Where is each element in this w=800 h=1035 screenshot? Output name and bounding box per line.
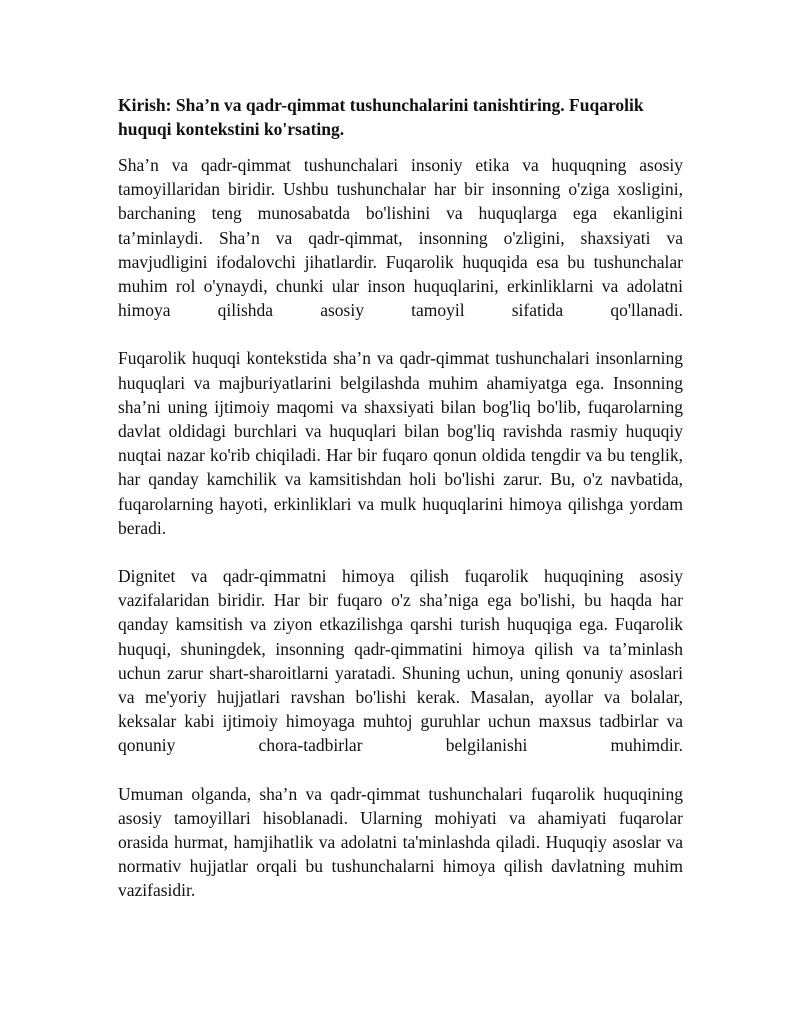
paragraph-1: Sha’n va qadr-qimmat tushunchalari insoniy etika va huquqning asosiy tamoyillaridan biridir. Ushbu tushunchalar har bir insonning o'ziga xosligini, barchaning teng munosabatda bo'lishini va huquqlarga ega ekanligini ta’minlaydi. Sha’n va qadr-qimmat, insonning o'zligini, shaxsiyati va mavjudligini ifodalovchi jihatlardir. Fuqarolik huquqida esa bu tushunchalar muhim rol o'ynaydi, chunki ular inson huquqlarini, erkinliklarni va adolatni himoya qilishda asosiy tamoyil sifatida qo'llanadi. [118,155,683,321]
document-heading: Kirish: Sha’n va qadr-qimmat tushunchalarini tanishtiring. Fuqarolik huquqi kontekstini ko'rsating. [118,95,644,139]
paragraph-3: Dignitet va qadr-qimmatni himoya qilish fuqarolik huquqining asosiy vazifalaridan biridir. Har bir fuqaro o'z sha’niga ega bo'lishi, bu haqda har qanday kamsitish va ziyon etkazilishga qarshi turish huquqiga ega. Fuqarolik huquqi, shuningdek, insonning qadr-qimmatini himoya qilish va ta’minlash uchun zarur shart-sharoitlarni yaratadi. Shuning uchun, uning qonuniy asoslari va me'yoriy hujjatlari ravshan bo'lishi kerak. Masalan, ayollar va bolalar, keksalar kabi ijtimoiy himoyaga muhtoj guruhlar uchun maxsus tadbirlar va qonuniy chora-tadbirlar belgilanishi muhimdir. [118,566,683,756]
paragraph-2: Fuqarolik huquqi kontekstida sha’n va qadr-qimmat tushunchalari insonlarning huquqlari va majburiyatlarini belgilashda muhim ahamiyatga ega. Insonning sha’ni uning ijtimoiy maqomi va shaxsiyati bilan bog'liq bo'lib, fuqarolarning davlat oldidagi burchlari va huquqlari bilan bog'liq ravishda rasmiy huquqiy nuqtai nazar ko'rib chiqiladi. Har bir fuqaro qonun oldida tengdir va bu tenglik, har qanday kamchilik va kamsitishdan holi bo'lishi zarur. Bu, o'z navbatida, fuqarolarning hayoti, erkinliklari va mulk huquqlarini himoya qilishga yordam beradi. [118,348,683,538]
document-page [118,93,683,927]
paragraph-4: Umuman olganda, sha’n va qadr-qimmat tushunchalari fuqarolik huquqining asosiy tamoyillari hisoblanadi. Ularning mohiyati va ahamiyati fuqarolar orasida hurmat, hamjihatlik va adolatni ta'minlashda qiladi. Huquqiy asoslar va normativ hujjatlar orqali bu tushunchalarni himoya qilish davlatning muhim vazifasidir. [118,783,683,901]
